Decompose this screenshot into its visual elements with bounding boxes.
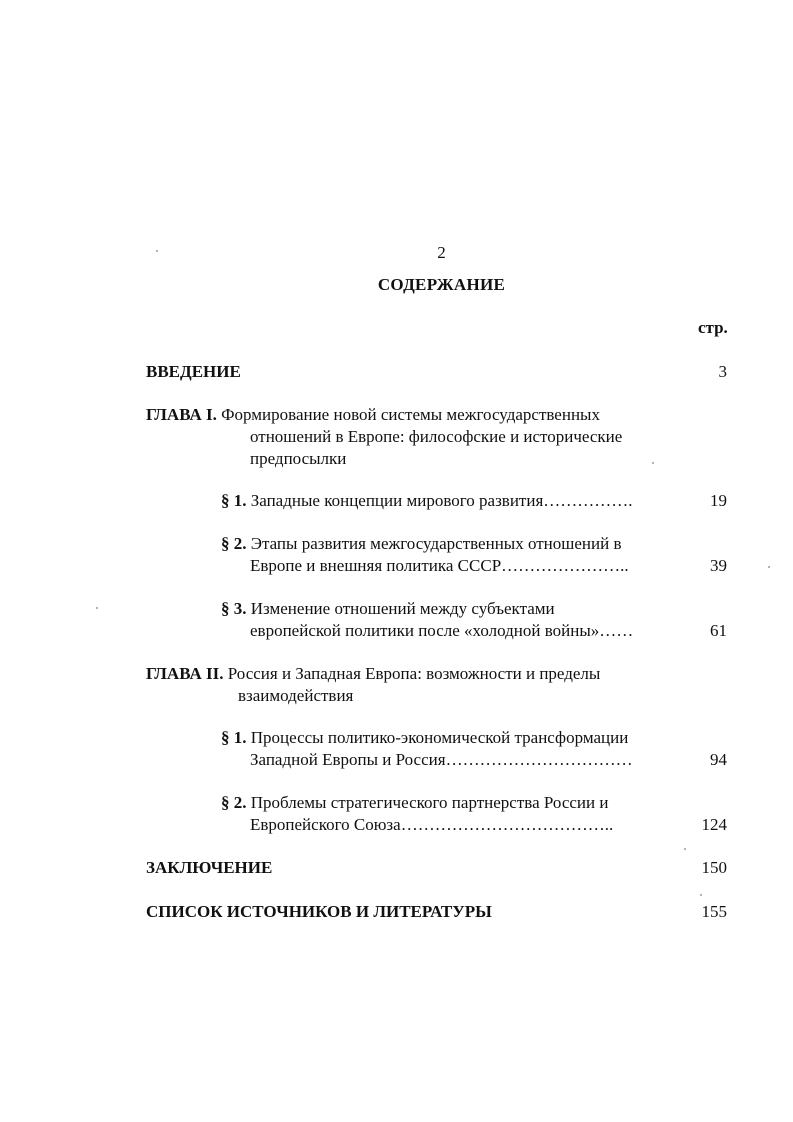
ch2-section-1-title-line-1: Процессы политико-экономической трансформации <box>250 728 629 747</box>
toc-ch1-section-3-line-1 <box>221 599 555 619</box>
toc-ch2-section-1-line-1 <box>221 728 628 748</box>
chapter-2-label: ГЛАВА II. <box>146 664 224 683</box>
toc-page-ch1-section-1: 19 <box>710 491 727 510</box>
toc-title: СОДЕРЖАНИЕ <box>377 275 506 294</box>
scan-speck <box>652 462 654 464</box>
ch1-section-2-title-line-2: Европе и внешняя политика СССР………………….. <box>250 556 629 575</box>
scan-speck <box>768 566 770 568</box>
ch2-section-1-num: § 1. <box>221 728 247 747</box>
toc-page-ch1-section-3: 61 <box>710 621 727 640</box>
toc-ch1-section-2-line-1 <box>221 534 621 554</box>
ch1-section-1-title: Западные концепции мирового развития……………. <box>250 491 633 510</box>
ch2-section-2-title-line-2: Европейского Союза……………………………….. <box>250 815 614 834</box>
ch2-section-2-title-line-1: Проблемы стратегического партнерства России и <box>250 793 609 812</box>
ch2-section-2-num: § 2. <box>221 793 247 812</box>
scan-speck <box>96 607 98 609</box>
chapter-2-title-line-1: Россия и Западная Европа: возможности и пределы <box>227 664 601 683</box>
toc-page-bibliography: 155 <box>701 902 727 921</box>
toc-entry-conclusion: ЗАКЛЮЧЕНИЕ <box>146 858 273 877</box>
ch2-section-1-title-line-2: Западной Европы и Россия…………………………… <box>250 750 633 769</box>
toc-page-introduction: 3 <box>718 362 727 381</box>
ch1-section-3-title-line-1: Изменение отношений между субъектами <box>250 599 555 618</box>
toc-page-conclusion: 150 <box>701 858 727 877</box>
ch1-section-1-num: § 1. <box>221 491 247 510</box>
ch1-section-3-num: § 3. <box>221 599 247 618</box>
toc-chapter-1-line-1 <box>146 405 600 425</box>
toc-page-ch2-section-2: 124 <box>701 815 727 834</box>
toc-entry-introduction: ВВЕДЕНИЕ <box>146 362 241 381</box>
chapter-1-label: ГЛАВА I. <box>146 405 217 424</box>
toc-page-ch2-section-1: 94 <box>710 750 727 769</box>
toc-page-ch1-section-2: 39 <box>710 556 727 575</box>
chapter-2-title-line-2: взаимодействия <box>238 686 354 705</box>
scan-speck <box>156 250 158 252</box>
chapter-1-title-line-1: Формирование новой системы межгосударственных <box>221 405 600 424</box>
ch1-section-2-title-line-1: Этапы развития межгосударственных отношений в <box>250 534 622 553</box>
scan-speck <box>684 848 686 850</box>
scan-speck <box>700 894 702 896</box>
toc-ch1-section-1-line-1 <box>221 491 633 511</box>
page-column-label: стр. <box>698 318 728 337</box>
ch1-section-2-num: § 2. <box>221 534 247 553</box>
page-number: 2 <box>437 243 446 262</box>
chapter-1-title-line-3: предпосылки <box>250 449 347 468</box>
toc-entry-bibliography: СПИСОК ИСТОЧНИКОВ И ЛИТЕРАТУРЫ <box>146 902 492 921</box>
toc-chapter-2-line-1 <box>146 664 600 684</box>
toc-ch2-section-2-line-1 <box>221 793 608 813</box>
chapter-1-title-line-2: отношений в Европе: философские и исторические <box>250 427 623 446</box>
ch1-section-3-title-line-2: европейской политики после «холодной войны»…… <box>250 621 634 640</box>
